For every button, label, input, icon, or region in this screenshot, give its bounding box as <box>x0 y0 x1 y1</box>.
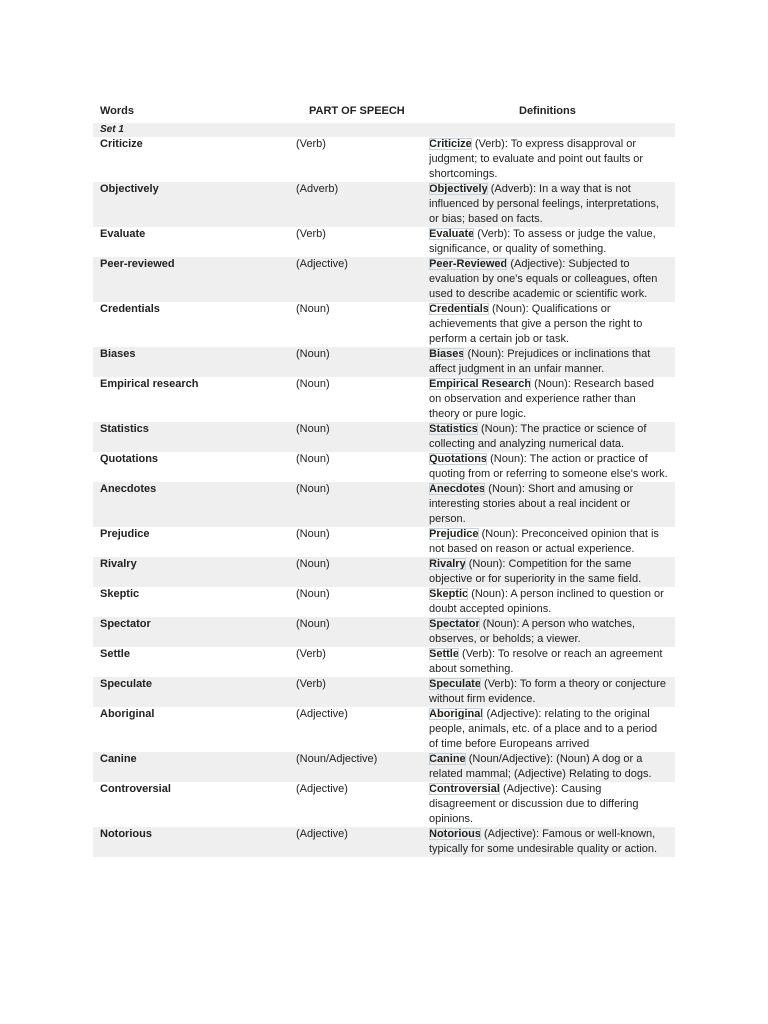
table-header <box>93 100 675 122</box>
definition-term: Criticize <box>429 138 472 150</box>
definition-term: Objectively <box>429 183 488 195</box>
definition-text: (Adjective): relating to the original people, animals, etc. of a place and to a period of time before Europeans arrived <box>429 708 658 750</box>
definition-text: (Noun): A person inclined to question or doubt accepted opinions. <box>429 588 664 615</box>
word-cell: Quotations <box>100 453 159 465</box>
word-cell: Peer-reviewed <box>100 258 175 270</box>
definition-cell <box>429 827 675 857</box>
header-words: Words <box>100 105 135 117</box>
definition-term: Notorious <box>429 828 481 840</box>
definition-text: (Noun): A person who watches, observes, or beholds; a viewer. <box>429 618 636 645</box>
definition-cell <box>429 557 675 587</box>
definition-cell <box>429 617 675 647</box>
definition-term: Anecdotes <box>429 483 486 495</box>
part-of-speech-cell: (Adjective) <box>296 783 348 795</box>
word-cell: Biases <box>100 348 136 360</box>
definition-text: (Verb): To assess or judge the value, significance, or quality of something. <box>429 228 656 255</box>
definition-term: Prejudice <box>429 528 479 540</box>
definition-cell <box>429 677 675 707</box>
part-of-speech-cell: (Verb) <box>296 228 326 240</box>
table-row <box>93 377 675 422</box>
part-of-speech-cell: (Adjective) <box>296 258 348 270</box>
part-of-speech-cell: (Noun) <box>296 588 330 600</box>
definition-cell <box>429 227 675 257</box>
part-of-speech-cell: (Adverb) <box>296 183 339 195</box>
definition-text: (Noun): Qualifications or achievements that give a person the right to perform a certain job or task. <box>429 303 643 345</box>
definition-text: (Noun): The action or practice of quoting from or referring to someone else's work. <box>429 453 668 480</box>
word-cell: Aboriginal <box>100 708 155 720</box>
definition-cell <box>429 782 675 827</box>
definition-text: (Adverb): In a way that is not influenced by personal feelings, interpretations, or bias; based on facts. <box>429 183 659 225</box>
table-row <box>93 302 675 347</box>
definition-text: (Noun/Adjective): (Noun) A dog or a related mammal; (Adjective) Relating to dogs. <box>429 753 652 780</box>
table-row <box>93 617 675 647</box>
definition-text: (Noun): Short and amusing or interesting stories about a real incident or person. <box>429 483 634 525</box>
table-row <box>93 347 675 377</box>
definition-cell <box>429 752 675 782</box>
word-cell: Skeptic <box>100 588 140 600</box>
word-cell: Statistics <box>100 423 149 435</box>
definition-text: (Noun): Competition for the same objective or for superiority in the same field. <box>429 558 642 585</box>
word-cell: Objectively <box>100 183 159 195</box>
part-of-speech-cell: (Adjective) <box>296 708 348 720</box>
table-body <box>93 137 675 857</box>
part-of-speech-cell: (Noun) <box>296 528 330 540</box>
table-row <box>93 587 675 617</box>
table-row <box>93 557 675 587</box>
definition-cell <box>429 347 675 377</box>
part-of-speech-cell: (Noun/Adjective) <box>296 753 378 765</box>
word-cell: Spectator <box>100 618 151 630</box>
header-definitions: Definitions <box>519 105 576 117</box>
definition-cell <box>429 257 675 302</box>
header-part-of-speech: PART OF SPEECH <box>309 105 405 117</box>
definition-text: (Verb): To form a theory or conjecture without firm evidence. <box>429 678 667 705</box>
definition-term: Canine <box>429 753 466 765</box>
definition-text: (Verb): To express disapproval or judgment; to evaluate and point out faults or shortcomings. <box>429 138 644 180</box>
set-label: Set 1 <box>93 123 675 137</box>
definition-cell <box>429 452 675 482</box>
definition-term: Rivalry <box>429 558 466 570</box>
definition-term: Credentials <box>429 303 489 315</box>
word-cell: Prejudice <box>100 528 150 540</box>
table-row <box>93 257 675 302</box>
definition-text: (Verb): To resolve or reach an agreement about something. <box>429 648 663 675</box>
part-of-speech-cell: (Noun) <box>296 618 330 630</box>
definition-cell <box>429 377 675 422</box>
definition-term: Spectator <box>429 618 480 630</box>
definition-cell <box>429 182 675 227</box>
table-row <box>93 182 675 227</box>
definition-text: (Noun): Research based on observation and experience rather than theory or pure logic. <box>429 378 655 420</box>
table-row <box>93 782 675 827</box>
definition-cell <box>429 707 675 752</box>
part-of-speech-cell: (Noun) <box>296 558 330 570</box>
definition-text: (Noun): The practice or science of collecting and analyzing numerical data. <box>429 423 647 450</box>
part-of-speech-cell: (Noun) <box>296 453 330 465</box>
table-row <box>93 422 675 452</box>
definition-term: Empirical Research <box>429 378 532 390</box>
part-of-speech-cell: (Verb) <box>296 678 326 690</box>
table-row <box>93 482 675 527</box>
definition-cell <box>429 302 675 347</box>
definition-term: Aboriginal <box>429 708 484 720</box>
definition-cell <box>429 587 675 617</box>
part-of-speech-cell: (Adjective) <box>296 828 348 840</box>
word-cell: Canine <box>100 753 137 765</box>
table-row <box>93 647 675 677</box>
part-of-speech-cell: (Noun) <box>296 423 330 435</box>
word-cell: Rivalry <box>100 558 137 570</box>
table-row <box>93 452 675 482</box>
definition-term: Peer-Reviewed <box>429 258 508 270</box>
table-row <box>93 677 675 707</box>
definition-text: (Noun): Preconceived opinion that is not based on reason or actual experience. <box>429 528 659 555</box>
definition-text: (Noun): Prejudices or inclinations that affect judgment in an unfair manner. <box>429 348 651 375</box>
table-row <box>93 227 675 257</box>
table-row <box>93 707 675 752</box>
word-cell: Criticize <box>100 138 143 150</box>
part-of-speech-cell: (Noun) <box>296 303 330 315</box>
definition-term: Biases <box>429 348 465 360</box>
word-cell: Notorious <box>100 828 152 840</box>
definition-term: Skeptic <box>429 588 469 600</box>
definition-cell <box>429 647 675 677</box>
table-row <box>93 137 675 182</box>
word-cell: Settle <box>100 648 130 660</box>
definition-cell <box>429 482 675 527</box>
definition-term: Settle <box>429 648 459 660</box>
definition-text: (Adjective): Subjected to evaluation by one's equals or colleagues, often used to describe academic or scientific work. <box>429 258 658 300</box>
word-cell: Speculate <box>100 678 152 690</box>
word-cell: Evaluate <box>100 228 146 240</box>
definition-term: Statistics <box>429 423 478 435</box>
definition-term: Speculate <box>429 678 481 690</box>
definition-term: Quotations <box>429 453 488 465</box>
part-of-speech-cell: (Noun) <box>296 378 330 390</box>
definition-text: (Adjective): Famous or well-known, typically for some undesirable quality or action. <box>429 828 658 855</box>
definition-cell <box>429 137 675 182</box>
part-of-speech-cell: (Verb) <box>296 138 326 150</box>
part-of-speech-cell: (Noun) <box>296 483 330 495</box>
definition-term: Evaluate <box>429 228 475 240</box>
part-of-speech-cell: (Noun) <box>296 348 330 360</box>
table-row <box>93 527 675 557</box>
definition-cell <box>429 422 675 452</box>
word-cell: Credentials <box>100 303 160 315</box>
vocabulary-table <box>93 100 675 857</box>
definition-term: Controversial <box>429 783 500 795</box>
word-cell: Controversial <box>100 783 171 795</box>
definition-text: (Adjective): Causing disagreement or discussion due to differing opinions. <box>429 783 639 825</box>
table-row <box>93 752 675 782</box>
word-cell: Anecdotes <box>100 483 157 495</box>
part-of-speech-cell: (Verb) <box>296 648 326 660</box>
word-cell: Empirical research <box>100 378 199 390</box>
table-row <box>93 827 675 857</box>
definition-cell <box>429 527 675 557</box>
